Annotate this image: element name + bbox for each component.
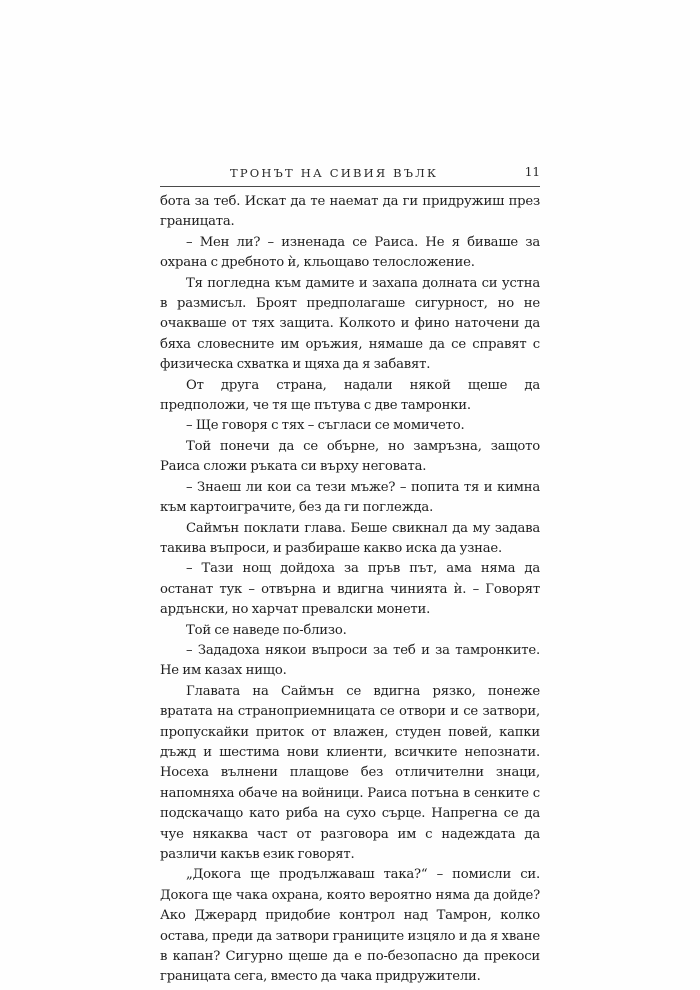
paragraph: Той се наведе по-близо. (186, 622, 347, 638)
running-header (160, 162, 540, 184)
paragraph: – Знаеш ли кои са тези мъже? – попита тя и кимна към картоиграчите, без да ги поглежда. (160, 479, 540, 516)
paragraph: От друга страна, надали някой щеше да предположи, че тя ще пътува с две тамронки. (160, 377, 540, 414)
body-text (160, 192, 540, 988)
header-rule (160, 186, 540, 187)
paragraph: – Мен ли? – изненада се Раиса. Не я биваше за охрана с дребното ѝ, кльощаво телосложение. (160, 234, 540, 271)
running-title: ТРОНЪТ НА СИВИЯ ВЪЛК (230, 166, 439, 180)
paragraph: Той понечи да се обърне, но замръзна, защото Раиса сложи ръката си върху неговата. (160, 438, 540, 475)
page-number: 11 (524, 165, 540, 179)
paragraph: „Докога ще продължаваш така?“ – помисли си. Докога ще чака охрана, която вероятно няма да дойде? Ако Джерард придобие контрол над Тамрон, колко остава, преди да затвори границите изцяло и да я хване в капан? Сигурно щеше да е по-безопасно да прекоси границата сега, вместо да чака придружители. (160, 867, 540, 985)
paragraph: Тя погледна към дамите и захапа долната си устна в размисъл. Броят предполагаше сигурност, но не очакваше от тях защита. Колкото и фино наточени да бяха словесните им оръжия, нямаше да се справят с физическа схватка и щяха да я забавят. (160, 275, 540, 373)
paragraph: Саймън поклати глава. Беше свикнал да му задава такива въпроси, и разбираше какво иска да узнае. (160, 520, 540, 556)
paragraph: Главата на Саймън се вдигна рязко, понеже вратата на страноприемницата се отвори и се затвори, пропускайки приток от влажен, студен повей, капки дъжд и шестима нови клиенти, всичките непознати. Носеха вълнени плащове без отличителни знаци, напомняха обаче на войници. Раиса потъна в сенките с подскачащо като риба на сухо сърце. Напрегна се да чуе някаква част от разговора им с надеждата да различи какъв език говорят. (160, 683, 540, 862)
paragraph: – Зададоха някои въпроси за теб и за тамронките. Не им казах нищо. (160, 642, 540, 679)
paragraph: – Ще говоря с тях – съгласи се момичето. (186, 418, 465, 434)
paragraph: бота за теб. Искат да те наемат да ги придружиш през границата. (160, 194, 540, 230)
paragraph: – Тази нощ дойдоха за пръв път, ама няма да останат тук – отвърна и вдигна чинията ѝ. – Говорят ардънски, но харчат превалски монети. (160, 561, 540, 618)
